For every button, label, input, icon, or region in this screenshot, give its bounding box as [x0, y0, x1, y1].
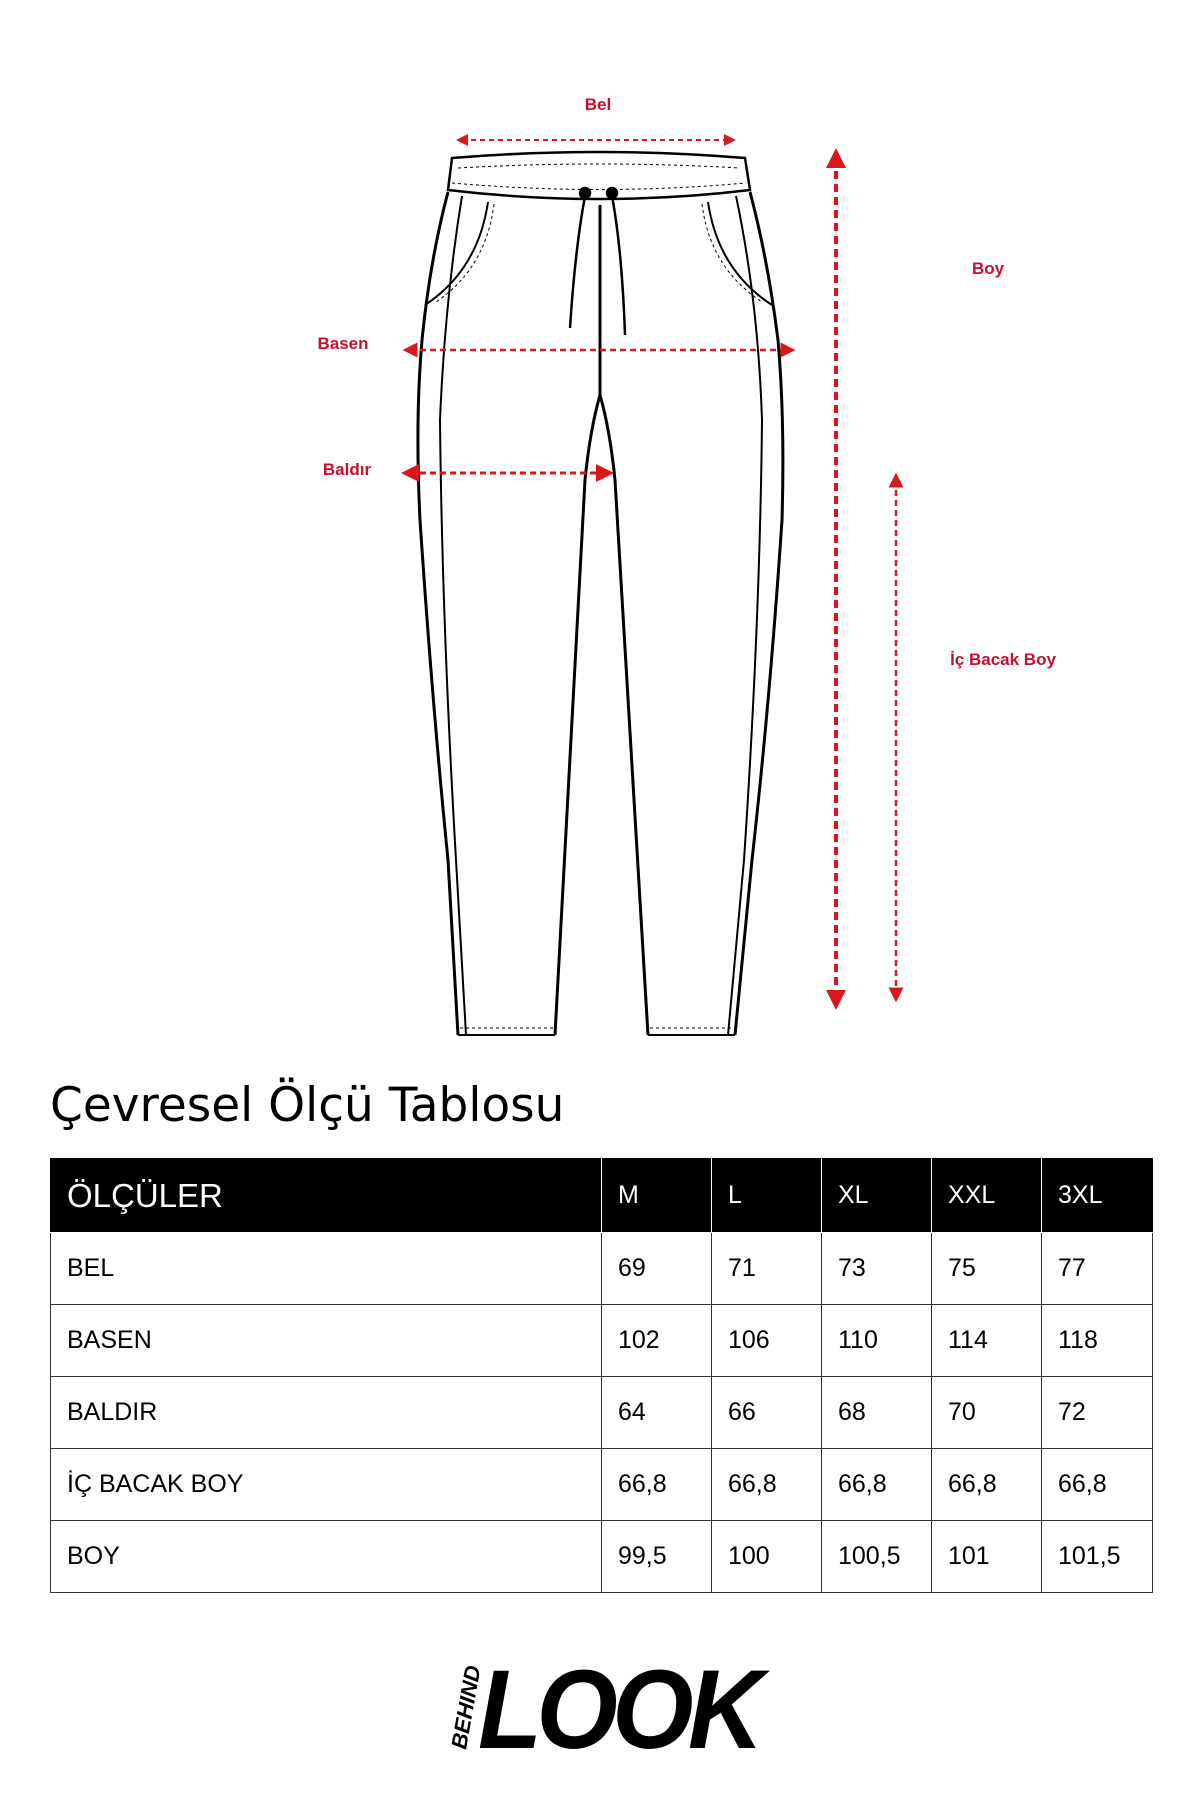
- brand-main-text: LOOK: [478, 1647, 771, 1760]
- label-baldir: Baldır: [322, 460, 372, 479]
- label-boy: Boy: [971, 259, 1005, 278]
- size-table: [50, 1158, 1153, 1593]
- row-label: BEL: [51, 1233, 602, 1305]
- row-label: BALDIR: [51, 1377, 602, 1449]
- table-cell: 101: [932, 1521, 1042, 1593]
- table-header-row: [51, 1159, 1153, 1233]
- table-cell: 66,8: [712, 1449, 822, 1521]
- table-row: [51, 1377, 1153, 1449]
- table-cell: 100: [712, 1521, 822, 1593]
- header-size-xxl: XXL: [932, 1159, 1042, 1233]
- table-cell: 71: [712, 1233, 822, 1305]
- table-cell: 66,8: [932, 1449, 1042, 1521]
- table-cell: 72: [1042, 1377, 1153, 1449]
- label-basen: Basen: [317, 334, 369, 353]
- table-cell: 66,8: [1042, 1449, 1153, 1521]
- brand-small-text: BEHIND: [446, 1663, 486, 1751]
- label-ic-bacak-boy: İç Bacak Boy: [950, 650, 1056, 669]
- table-cell: 69: [602, 1233, 712, 1305]
- table-cell: 68: [822, 1377, 932, 1449]
- row-label: BOY: [51, 1521, 602, 1593]
- table-cell: 64: [602, 1377, 712, 1449]
- table-row: [51, 1449, 1153, 1521]
- header-size-xl: XL: [822, 1159, 932, 1233]
- table-row: [51, 1233, 1153, 1305]
- table-cell: 106: [712, 1305, 822, 1377]
- table-cell: 99,5: [602, 1521, 712, 1593]
- table-cell: 75: [932, 1233, 1042, 1305]
- table-cell: 73: [822, 1233, 932, 1305]
- row-label: BASEN: [51, 1305, 602, 1377]
- pants-outline: [418, 192, 783, 1035]
- table-cell: 100,5: [822, 1521, 932, 1593]
- measure-lines: [410, 140, 896, 1000]
- table-cell: 101,5: [1042, 1521, 1153, 1593]
- header-size-m: M: [602, 1159, 712, 1233]
- brand-logo: [0, 1640, 1200, 1760]
- table-cell: 114: [932, 1305, 1042, 1377]
- table-row: [51, 1521, 1153, 1593]
- table-cell: 118: [1042, 1305, 1153, 1377]
- table-row: [51, 1305, 1153, 1377]
- label-bel: Bel: [584, 95, 612, 114]
- table-cell: 77: [1042, 1233, 1153, 1305]
- waistband: [448, 152, 750, 199]
- header-measure: ÖLÇÜLER: [51, 1159, 602, 1233]
- table-cell: 102: [602, 1305, 712, 1377]
- header-size-l: L: [712, 1159, 822, 1233]
- table-cell: 66: [712, 1377, 822, 1449]
- table-cell: 66,8: [602, 1449, 712, 1521]
- table-cell: 110: [822, 1305, 932, 1377]
- size-chart-title: Çevresel Ölçü Tablosu: [50, 1078, 565, 1133]
- row-label: İÇ BACAK BOY: [51, 1449, 602, 1521]
- table-cell: 70: [932, 1377, 1042, 1449]
- drawstring: [570, 188, 625, 335]
- header-size-3xl: 3XL: [1042, 1159, 1153, 1233]
- table-cell: 66,8: [822, 1449, 932, 1521]
